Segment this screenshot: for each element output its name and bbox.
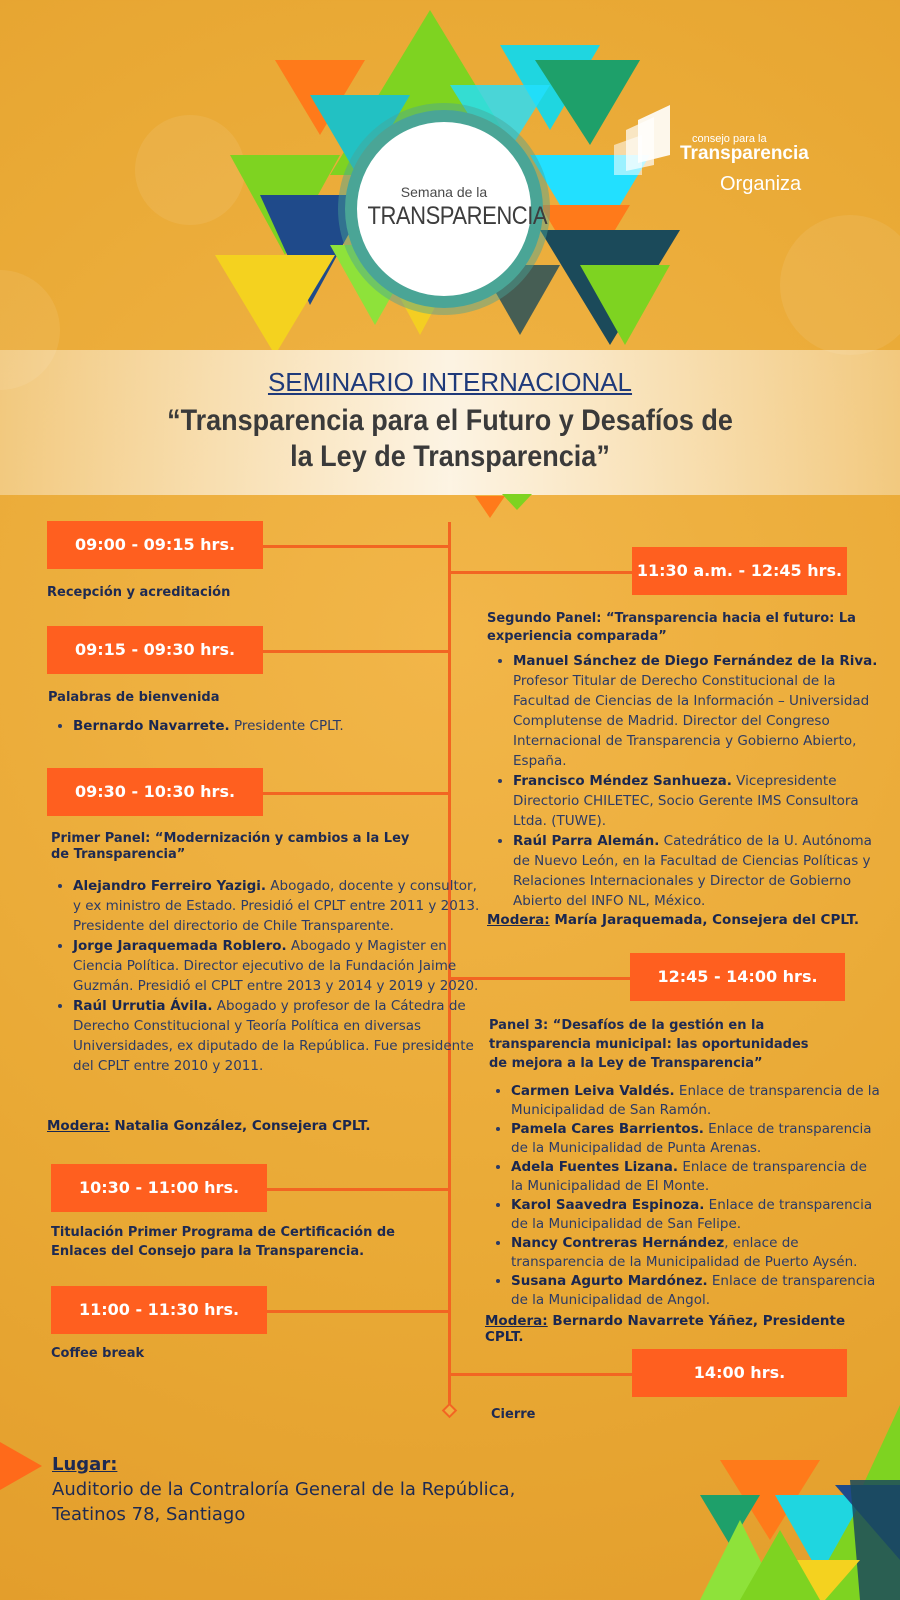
speaker-name: Manuel Sánchez de Diego Fernández de la Riva. [513,653,878,669]
speaker-name: Adela Fuentes Lizana. [511,1159,679,1175]
speaker-name: Francisco Méndez Sanhueza. [513,773,732,789]
speaker-name: Alejandro Ferreiro Yazigi. [73,878,266,894]
speaker-name: Karol Saavedra Espinoza. [511,1197,705,1213]
speaker-desc: Vicepresidente Directorio CHILETEC, Socio Gerente IMS Consultora Ltda. (TUWE). [513,773,859,829]
organizer-small-text: consejo para la [692,133,767,145]
corner-triangles [700,1400,900,1600]
seminar-title: SEMINARIO INTERNACIONAL [267,367,633,397]
speaker-desc: , enlace de transparencia de la Municipalidad de Puerto Aysén. [511,1235,858,1270]
speaker-item [511,1196,881,1234]
speaker-item [511,1158,881,1196]
connector [263,650,449,653]
session-title: Panel 3: “Desafíos de la gestión en la transparencia municipal: las oportunidades de mejora a la Ley de Transparencia” [489,1018,809,1071]
speaker-desc: Catedrático de la U. Autónoma de Nuevo León, en la Facultad de Ciencias Políticas y Relaciones Internacionales y Director de Gobierno Abierto del INFO NL, México. [513,833,872,909]
organizer-name: Transparencia [680,143,809,164]
moderator-label: Modera: [47,1118,110,1134]
speaker-desc: Abogado, docente y consultor, y ex ministro de Estado. Presidió el CPLT entre 2011 y 2013. Presidente del directorio de Chile Transparente. [73,878,480,934]
speaker-desc: Enlace de transparencia de la Municipalidad de El Monte. [511,1159,867,1194]
connector [450,1373,632,1376]
session-title: Recepción y acreditación [47,585,231,600]
seminar-subtitle: “Transparencia para el Futuro y Desafíos de la Ley de Transparencia” [167,404,733,473]
speaker-item [511,1082,881,1120]
session-title: Primer Panel: “Modernización y cambios a la Ley de Transparencia” [51,831,410,862]
speaker-item [513,771,883,831]
banner-triangles [470,494,540,524]
speaker-name: Nancy Contreras Hernández [511,1235,725,1251]
moderator-line [47,1118,437,1134]
time-box: 10:30 - 11:00 hrs. [51,1164,267,1212]
speaker-desc: Profesor Titular de Derecho Constitucional de la Facultad de Ciencias de la Información – Universidad Complutense de Madrid. Director del Congreso Internacional de Transparencia y Gobierno Abierto, España. [513,673,870,769]
semana-transparencia-seal [345,110,548,308]
seal-line1: Semana de la [400,184,488,200]
session-title: Cierre [491,1407,536,1422]
session-title: Palabras de bienvenida [48,690,220,705]
connector [263,545,449,548]
moderator-label: Modera: [487,912,550,928]
organizer-role: Organiza [720,173,802,195]
time-box: 11:00 - 11:30 hrs. [51,1286,267,1334]
speaker-desc: Enlace de transparencia de la Municipalidad de Punta Arenas. [511,1121,872,1156]
speaker-list [47,716,463,736]
moderator-name: Natalia González, Consejera CPLT. [109,1118,371,1134]
background-circle [780,215,900,355]
speaker-item [511,1234,881,1272]
moderator-label: Modera: [485,1313,548,1329]
connector [267,1188,449,1191]
session-title: Coffee break [51,1346,145,1361]
speaker-item [511,1120,881,1158]
time-box: 14:00 hrs. [632,1349,847,1397]
connector [267,1310,449,1313]
time-box: 09:30 - 10:30 hrs. [47,768,263,816]
speaker-desc: Abogado y Magister en Ciencia Política. Director ejecutivo de la Fundación Jaime Guzmán. Presidió el CPLT entre 2013 y 2014 y 2019 y 2020. [73,938,479,994]
speaker-item [513,831,883,911]
time-box: 12:45 - 14:00 hrs. [630,953,845,1001]
venue-label: Lugar: [52,1454,118,1475]
speaker-list [47,876,483,1076]
speaker-desc: Enlace de transparencia de la Municipalidad de Angol. [511,1273,876,1308]
speaker-item [513,651,883,771]
time-box: 11:30 a.m. - 12:45 hrs. [632,547,847,595]
connector [450,571,632,574]
speaker-name: Bernardo Navarrete. [73,718,230,734]
title-banner [0,350,900,495]
cplt-logo [612,105,812,205]
venue-triangle [0,1442,44,1492]
speaker-item [73,716,463,736]
speaker-desc: Presidente CPLT. [229,718,344,734]
venue-line1: Auditorio de la Contraloría General de la República, [52,1479,516,1500]
speaker-item [73,876,483,936]
speaker-item [73,936,483,996]
speaker-name: Carmen Leiva Valdés. [511,1083,675,1099]
speaker-desc: Enlace de transparencia de la Municipalidad de San Ramón. [511,1083,880,1118]
venue-line2: Teatinos 78, Santiago [52,1504,246,1525]
moderator-line [485,1313,885,1345]
speaker-desc: Abogado y profesor de la Cátedra de Derecho Constitucional y Teoría Política en diversas Universidades, ex diputado de la República. Fue presidente del CPLT entre 2010 y 2011. [73,998,474,1074]
speaker-item [73,996,483,1076]
seal-line2: TRANSPARENCIA [367,202,548,230]
speaker-name: Jorge Jaraquemada Roblero. [73,938,287,954]
moderator-name: Bernardo Navarrete Yáñez, Presidente CPLT. [485,1313,846,1345]
speaker-name: Raúl Parra Alemán. [513,833,660,849]
speaker-name: Pamela Cares Barrientos. [511,1121,704,1137]
connector [263,792,449,795]
speaker-list [485,1082,881,1310]
time-box: 09:15 - 09:30 hrs. [47,626,263,674]
moderator-name: María Jaraquemada, Consejera del CPLT. [549,912,859,928]
session-title: Titulación Primer Programa de Certificación de Enlaces del Consejo para la Transparencia. [51,1225,395,1259]
timeline-end-marker [442,1403,458,1419]
speaker-name: Susana Agurto Mardónez. [511,1273,708,1289]
moderator-line [487,912,877,928]
speaker-name: Raúl Urrutia Ávila. [73,998,213,1014]
speaker-item [511,1272,881,1310]
speaker-desc: Enlace de transparencia de la Municipalidad de San Felipe. [511,1197,873,1232]
venue-block [52,1452,515,1527]
speaker-list [487,651,883,911]
cplt-book-icon [612,105,682,175]
time-box: 09:00 - 09:15 hrs. [47,521,263,569]
session-title: Segundo Panel: “Transparencia hacia el futuro: La experiencia comparada” [487,611,856,644]
